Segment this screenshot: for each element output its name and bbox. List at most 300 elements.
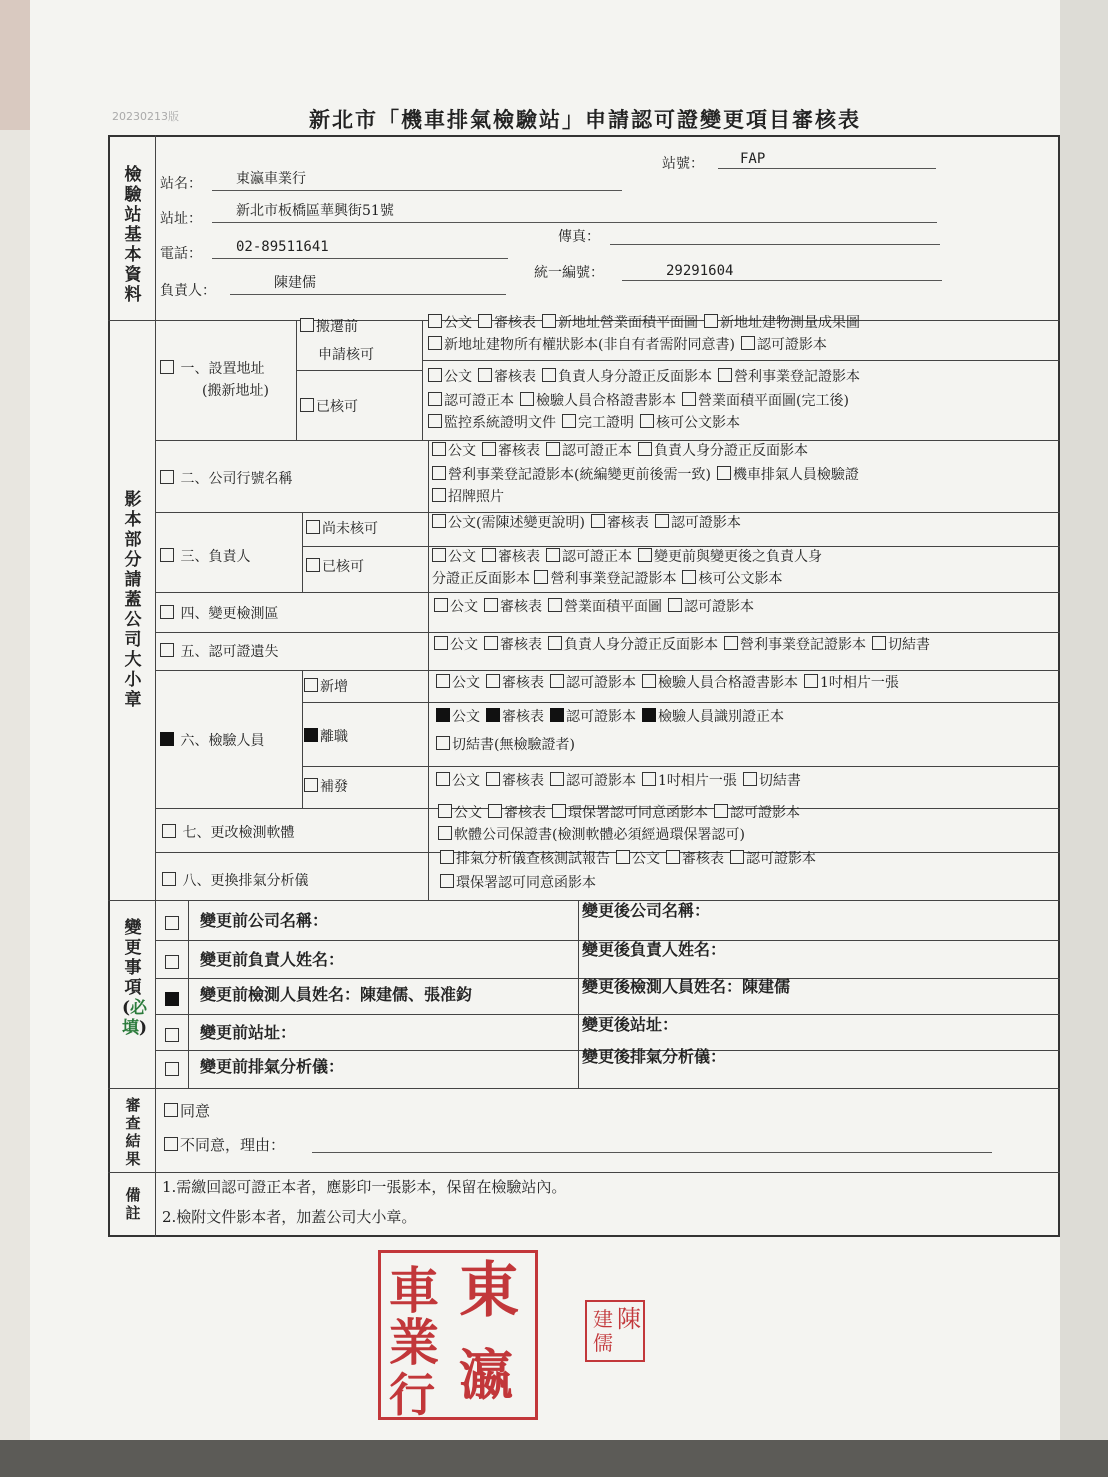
- station-name-value[interactable]: 東瀛車業行: [236, 171, 306, 187]
- section-basic-label: 檢驗站基本資料: [124, 165, 142, 305]
- tax-id-value[interactable]: 29291604: [666, 263, 734, 279]
- change-row-1-after[interactable]: 變更後公司名稱：: [582, 901, 711, 920]
- doc-option[interactable]: [436, 737, 575, 753]
- item7-checkbox[interactable]: [162, 824, 176, 838]
- item3a-docs-1[interactable]: [432, 514, 747, 532]
- item3b-docs-2-list[interactable]: [534, 571, 788, 587]
- doc-checkbox[interactable]: [552, 804, 566, 818]
- doc-label: 審核表: [502, 675, 544, 691]
- company-seal-char-1: 東: [459, 1256, 519, 1326]
- doc-option[interactable]: [436, 773, 480, 789]
- doc-checkbox[interactable]: [432, 514, 446, 528]
- doc-label: 新地址建物測量成果圖: [720, 315, 860, 331]
- doc-option[interactable]: [640, 415, 740, 431]
- change-row-1-before[interactable]: 變更前公司名稱：: [200, 911, 329, 930]
- item7-docs-1[interactable]: [438, 804, 806, 822]
- doc-option[interactable]: [562, 415, 634, 431]
- doc-label: 公文: [444, 369, 472, 385]
- item4-checkbox[interactable]: [160, 605, 174, 619]
- doc-checkbox[interactable]: [548, 598, 562, 612]
- doc-label: 審核表: [494, 369, 536, 385]
- item2-docs-3[interactable]: [432, 488, 510, 506]
- doc-label: 公文: [448, 549, 476, 565]
- doc-option[interactable]: [548, 637, 718, 653]
- doc-option[interactable]: [717, 467, 859, 483]
- background-right: [1060, 0, 1108, 1477]
- item6c-option[interactable]: 補發: [304, 778, 348, 796]
- change-row-5-before[interactable]: 變更前排氣分析儀：: [200, 1057, 345, 1076]
- doc-option[interactable]: [548, 599, 662, 615]
- doc-label: 負責人身分證正反面影本: [654, 443, 808, 459]
- doc-checkbox[interactable]: [550, 708, 564, 722]
- doc-option[interactable]: [428, 369, 472, 385]
- doc-checkbox[interactable]: [550, 772, 564, 786]
- doc-label: 1吋相片一張: [658, 773, 737, 789]
- doc-option[interactable]: [542, 369, 712, 385]
- doc-checkbox[interactable]: [704, 314, 718, 328]
- change-row-4-checkbox-cell[interactable]: [165, 1028, 181, 1046]
- company-seal-char-4: 業: [389, 1313, 439, 1372]
- doc-label: 營利事業登記證影本(統編變更前後需一致): [448, 467, 711, 483]
- doc-checkbox[interactable]: [546, 442, 560, 456]
- station-no-label: 站號：: [662, 156, 704, 172]
- section-review-label: 審查結果: [125, 1096, 141, 1168]
- doc-checkbox[interactable]: [438, 804, 452, 818]
- item3b-docs-2-text: 分證正反面影本: [432, 571, 530, 587]
- section-copies-label: 影本部分請蓋公司大小章: [124, 490, 142, 710]
- doc-checkbox[interactable]: [741, 336, 755, 350]
- doc-option[interactable]: [552, 805, 708, 821]
- doc-option[interactable]: [432, 515, 585, 531]
- doc-checkbox[interactable]: [616, 850, 630, 864]
- doc-label: 完工證明: [578, 415, 634, 431]
- doc-checkbox[interactable]: [428, 414, 442, 428]
- doc-option[interactable]: [638, 443, 808, 459]
- doc-option[interactable]: [718, 369, 860, 385]
- doc-checkbox[interactable]: [724, 636, 738, 650]
- doc-label: 公文: [450, 599, 478, 615]
- doc-label: 招牌照片: [448, 489, 504, 505]
- doc-checkbox[interactable]: [714, 804, 728, 818]
- review-agree[interactable]: 同意: [164, 1102, 210, 1120]
- item7-docs-2[interactable]: [438, 826, 751, 844]
- doc-checkbox[interactable]: [440, 874, 454, 888]
- item6c-docs-1[interactable]: [436, 772, 807, 790]
- doc-label: 公文: [452, 709, 480, 725]
- doc-checkbox[interactable]: [482, 548, 496, 562]
- doc-option[interactable]: [682, 393, 849, 409]
- doc-option[interactable]: [704, 315, 860, 331]
- doc-option[interactable]: [432, 467, 711, 483]
- doc-option[interactable]: [542, 315, 698, 331]
- doc-label: 公文: [444, 315, 472, 331]
- doc-label: 檢驗人員識別證正本: [658, 709, 784, 725]
- doc-label: 認可證影本: [566, 773, 636, 789]
- doc-option[interactable]: [478, 369, 536, 385]
- doc-label: 公文: [450, 637, 478, 653]
- doc-label: 1吋相片一張: [820, 675, 899, 691]
- doc-checkbox[interactable]: [591, 514, 605, 528]
- item1b-checkbox[interactable]: [300, 398, 314, 412]
- doc-checkbox[interactable]: [428, 368, 442, 382]
- doc-label: 公文: [454, 805, 482, 821]
- doc-option[interactable]: [642, 675, 798, 691]
- doc-checkbox[interactable]: [486, 708, 500, 722]
- doc-label: 檢驗人員合格證書影本: [658, 675, 798, 691]
- item1b-option[interactable]: 已核可: [300, 398, 358, 416]
- item1-checkbox[interactable]: [160, 360, 174, 374]
- doc-label: 負責人身分證正反面影本: [558, 369, 712, 385]
- doc-checkbox[interactable]: [478, 314, 492, 328]
- doc-option[interactable]: [714, 805, 800, 821]
- doc-option[interactable]: [546, 443, 632, 459]
- item5-checkbox[interactable]: [160, 643, 174, 657]
- doc-checkbox[interactable]: [484, 598, 498, 612]
- change-row-2-checkbox[interactable]: [165, 955, 179, 969]
- item6-row[interactable]: 六、檢驗人員: [160, 732, 264, 750]
- doc-checkbox[interactable]: [666, 850, 680, 864]
- item1a-label2: 申請核可: [318, 347, 374, 363]
- doc-checkbox[interactable]: [520, 392, 534, 406]
- doc-option[interactable]: [550, 773, 636, 789]
- item2-docs-1[interactable]: [432, 442, 814, 460]
- item6-checkbox[interactable]: [160, 732, 174, 746]
- doc-label: 切結書: [758, 773, 801, 789]
- item6b-docs-1[interactable]: [436, 708, 790, 726]
- doc-checkbox[interactable]: [432, 466, 446, 480]
- item7-row[interactable]: 七、更改檢測軟體: [162, 824, 294, 842]
- doc-option[interactable]: [486, 773, 544, 789]
- change-row-1-checkbox-cell[interactable]: [165, 916, 181, 934]
- section-changes-label: 變更事項(必填): [122, 918, 148, 1038]
- doc-option[interactable]: [666, 851, 724, 867]
- doc-option[interactable]: [546, 549, 632, 565]
- company-seal-char-2: 車: [389, 1261, 439, 1320]
- doc-option[interactable]: [478, 315, 536, 331]
- item1a-docs-1[interactable]: [428, 314, 866, 332]
- doc-option[interactable]: [743, 773, 801, 789]
- doc-label: 認可證影本: [566, 675, 636, 691]
- doc-label: 審核表: [494, 315, 536, 331]
- doc-checkbox[interactable]: [655, 514, 669, 528]
- item1-sub: (搬新地址): [202, 383, 269, 399]
- tax-id-label: 統一編號：: [534, 265, 604, 281]
- doc-option[interactable]: [438, 805, 482, 821]
- change-row-2-after[interactable]: 變更後負責人姓名：: [582, 940, 727, 959]
- doc-label: 審核表: [498, 443, 540, 459]
- doc-checkbox[interactable]: [488, 804, 502, 818]
- doc-option[interactable]: [436, 709, 480, 725]
- item1b-docs-2[interactable]: [428, 392, 855, 410]
- item1b-docs-3[interactable]: [428, 414, 746, 432]
- doc-option[interactable]: [638, 549, 822, 565]
- doc-label: 公文: [452, 773, 480, 789]
- doc-label: 審核表: [500, 599, 542, 615]
- doc-checkbox[interactable]: [642, 708, 656, 722]
- change-row-1-checkbox[interactable]: [165, 916, 179, 930]
- doc-label: 新地址建物所有權狀影本(非自有者需附同意書): [444, 337, 735, 353]
- change-row-3-after[interactable]: 變更後檢測人員姓名：陳建儒: [582, 977, 791, 996]
- doc-checkbox[interactable]: [432, 488, 446, 502]
- item6c-checkbox[interactable]: [304, 778, 318, 792]
- doc-option[interactable]: [482, 549, 540, 565]
- item4-docs-1[interactable]: [434, 598, 760, 616]
- doc-option[interactable]: [484, 599, 542, 615]
- doc-option[interactable]: [591, 515, 649, 531]
- doc-option[interactable]: [682, 571, 782, 587]
- doc-option[interactable]: [730, 851, 816, 867]
- doc-option[interactable]: [432, 489, 504, 505]
- doc-checkbox[interactable]: [438, 826, 452, 840]
- phone-value[interactable]: 02-89511641: [236, 239, 329, 255]
- change-row-3-before[interactable]: 變更前檢測人員姓名：陳建儒、張准鈞: [200, 985, 473, 1004]
- doc-option[interactable]: [668, 599, 754, 615]
- doc-label: 認可證正本: [444, 393, 514, 409]
- change-row-5-checkbox-cell[interactable]: [165, 1062, 181, 1080]
- doc-checkbox[interactable]: [546, 548, 560, 562]
- doc-option[interactable]: [436, 675, 480, 691]
- doc-label: 營利事業登記證影本: [550, 571, 677, 587]
- item4-row[interactable]: 四、變更檢測區: [160, 605, 278, 623]
- doc-option[interactable]: [482, 443, 540, 459]
- doc-checkbox[interactable]: [743, 772, 757, 786]
- doc-label: 環保署認可同意函影本: [568, 805, 708, 821]
- item8-docs-2[interactable]: [440, 874, 602, 892]
- doc-checkbox[interactable]: [436, 708, 450, 722]
- item3b-checkbox[interactable]: [306, 558, 320, 572]
- doc-checkbox[interactable]: [434, 598, 448, 612]
- doc-label: 機車排氣人員檢驗證: [732, 467, 859, 483]
- doc-option[interactable]: [428, 415, 556, 431]
- item5-row[interactable]: 五、認可證遺失: [160, 643, 278, 661]
- item1b-docs-1[interactable]: [428, 368, 866, 386]
- change-row-5-checkbox[interactable]: [165, 1062, 179, 1076]
- fax-label: 傳真：: [558, 229, 600, 245]
- doc-label: 環保署認可同意函影本: [456, 875, 596, 891]
- section-notes-label: 備註: [125, 1186, 141, 1222]
- doc-checkbox[interactable]: [804, 674, 818, 688]
- doc-label: 審核表: [504, 805, 546, 821]
- item3a-checkbox[interactable]: [306, 520, 320, 534]
- doc-checkbox[interactable]: [484, 636, 498, 650]
- item6b-docs-2[interactable]: [436, 736, 581, 754]
- doc-checkbox[interactable]: [548, 636, 562, 650]
- item6b-checkbox[interactable]: [304, 728, 318, 742]
- doc-label: 營業面積平面圖: [564, 599, 662, 615]
- item1a-docs-2[interactable]: [428, 336, 833, 354]
- owner-label: 負責人：: [160, 283, 216, 299]
- note-line-1: 1.需繳回認可證正本者，應影印一張影本，保留在檢驗站內。: [162, 1178, 567, 1196]
- item3a-option[interactable]: 尚未核可: [306, 520, 378, 538]
- doc-option[interactable]: [432, 443, 476, 459]
- item2-checkbox[interactable]: [160, 470, 174, 484]
- doc-option[interactable]: [724, 637, 866, 653]
- doc-checkbox[interactable]: [718, 368, 732, 382]
- item3b-docs-1[interactable]: [432, 548, 828, 566]
- item3b-docs-2[interactable]: [432, 570, 788, 588]
- item1a-option[interactable]: 搬遷前: [300, 318, 358, 336]
- doc-label: 認可證影本: [730, 805, 800, 821]
- doc-label: 切結書(無檢驗證者): [452, 737, 575, 753]
- doc-option[interactable]: [534, 571, 676, 587]
- item1-row[interactable]: 一、設置地址: [160, 360, 264, 378]
- item6b-option[interactable]: 離職: [304, 728, 348, 746]
- doc-option[interactable]: [484, 637, 542, 653]
- station-name-label: 站名：: [160, 176, 202, 192]
- doc-option[interactable]: [432, 549, 476, 565]
- doc-label: 審核表: [606, 515, 649, 531]
- doc-checkbox[interactable]: [638, 548, 652, 562]
- item6a-option[interactable]: 新增: [304, 678, 348, 696]
- doc-option[interactable]: [440, 875, 596, 891]
- doc-checkbox[interactable]: [717, 466, 731, 480]
- doc-option[interactable]: [616, 851, 660, 867]
- doc-option[interactable]: [804, 675, 899, 691]
- doc-checkbox[interactable]: [638, 442, 652, 456]
- doc-option[interactable]: [550, 675, 636, 691]
- doc-label: 營利事業登記證影本: [740, 637, 866, 653]
- doc-checkbox[interactable]: [550, 674, 564, 688]
- doc-label: 審核表: [498, 549, 540, 565]
- owner-value[interactable]: 陳建儒: [274, 275, 316, 291]
- item3-checkbox[interactable]: [160, 548, 174, 562]
- doc-checkbox[interactable]: [434, 636, 448, 650]
- background-table: [0, 1440, 1108, 1477]
- doc-option[interactable]: [488, 805, 546, 821]
- review-disagree[interactable]: 不同意，理由：: [164, 1136, 285, 1154]
- doc-checkbox[interactable]: [436, 674, 450, 688]
- doc-checkbox[interactable]: [668, 598, 682, 612]
- person-seal-char-2: 建: [593, 1307, 613, 1331]
- doc-option[interactable]: [872, 637, 930, 653]
- doc-checkbox[interactable]: [562, 414, 576, 428]
- doc-option[interactable]: [486, 709, 544, 725]
- change-row-5-after[interactable]: 變更後排氣分析儀：: [582, 1047, 727, 1066]
- company-seal-char-3: 瀛: [459, 1343, 513, 1407]
- doc-checkbox[interactable]: [486, 674, 500, 688]
- doc-label: 負責人身分證正反面影本: [564, 637, 718, 653]
- doc-label: 變更前與變更後之負責人身: [654, 549, 822, 565]
- review-disagree-checkbox[interactable]: [164, 1137, 178, 1151]
- doc-label: 排氣分析儀查核測試報告: [456, 851, 610, 867]
- item8-checkbox[interactable]: [162, 872, 176, 886]
- form-title: 新北市「機車排氣檢驗站」申請認可證變更項目審核表: [309, 107, 861, 132]
- address-value[interactable]: 新北市板橋區華興街51號: [236, 203, 394, 219]
- doc-label: 切結書: [888, 637, 930, 653]
- doc-option[interactable]: [428, 337, 735, 353]
- doc-label: 公文: [452, 675, 480, 691]
- doc-checkbox[interactable]: [682, 570, 696, 584]
- doc-checkbox[interactable]: [428, 314, 442, 328]
- item1a-checkbox[interactable]: [300, 318, 314, 332]
- doc-option[interactable]: [428, 393, 514, 409]
- doc-label: 審核表: [502, 709, 544, 725]
- item6a-checkbox[interactable]: [304, 678, 318, 692]
- person-seal-char-1: 陳: [617, 1305, 641, 1333]
- note-line-2: 2.檢附文件影本者，加蓋公司大小章。: [162, 1208, 417, 1226]
- change-row-2-before[interactable]: 變更前負責人姓名：: [200, 950, 345, 969]
- doc-checkbox[interactable]: [478, 368, 492, 382]
- doc-checkbox[interactable]: [542, 314, 556, 328]
- item8-row[interactable]: 八、更換排氣分析儀: [162, 872, 308, 890]
- doc-option[interactable]: [434, 599, 478, 615]
- doc-checkbox[interactable]: [482, 442, 496, 456]
- phone-label: 電話：: [160, 246, 202, 262]
- change-row-4-before[interactable]: 變更前站址：: [200, 1023, 297, 1042]
- item6a-docs-1[interactable]: [436, 674, 905, 692]
- doc-checkbox[interactable]: [428, 336, 442, 350]
- review-reason-line[interactable]: [312, 1152, 992, 1153]
- doc-label: 營業面積平面圖(完工後): [698, 393, 849, 409]
- doc-checkbox[interactable]: [432, 548, 446, 562]
- doc-option[interactable]: [741, 337, 827, 353]
- doc-checkbox[interactable]: [440, 850, 454, 864]
- doc-option[interactable]: [520, 393, 676, 409]
- doc-checkbox[interactable]: [432, 442, 446, 456]
- doc-checkbox[interactable]: [730, 850, 744, 864]
- address-label: 站址：: [160, 211, 202, 227]
- change-row-4-checkbox[interactable]: [165, 1028, 179, 1042]
- change-row-2-checkbox-cell[interactable]: [165, 955, 181, 973]
- doc-label: 營利事業登記證影本: [734, 369, 860, 385]
- doc-checkbox[interactable]: [534, 570, 548, 584]
- item2-docs-2[interactable]: [432, 466, 865, 484]
- doc-option[interactable]: [655, 515, 741, 531]
- item2-row[interactable]: 二、公司行號名稱: [160, 470, 292, 488]
- change-row-3-checkbox-cell[interactable]: [165, 992, 181, 1010]
- doc-checkbox[interactable]: [428, 392, 442, 406]
- form-version: 20230213版: [112, 110, 179, 123]
- doc-option[interactable]: [642, 709, 784, 725]
- doc-option[interactable]: [440, 851, 610, 867]
- doc-label: 審核表: [502, 773, 544, 789]
- doc-checkbox[interactable]: [642, 674, 656, 688]
- doc-option[interactable]: [438, 827, 745, 843]
- doc-option[interactable]: [428, 315, 472, 331]
- doc-label: 認可證影本: [566, 709, 636, 725]
- item8-docs-1[interactable]: [440, 850, 822, 868]
- review-agree-checkbox[interactable]: [164, 1103, 178, 1117]
- doc-checkbox[interactable]: [436, 772, 450, 786]
- doc-checkbox[interactable]: [872, 636, 886, 650]
- doc-checkbox[interactable]: [682, 392, 696, 406]
- doc-option[interactable]: [434, 637, 478, 653]
- change-row-3-checkbox[interactable]: [165, 992, 179, 1006]
- doc-checkbox[interactable]: [436, 736, 450, 750]
- doc-option[interactable]: [550, 709, 636, 725]
- doc-label: 新地址營業面積平面圖: [558, 315, 698, 331]
- item5-docs-1[interactable]: [434, 636, 936, 654]
- doc-checkbox[interactable]: [486, 772, 500, 786]
- doc-label: 認可證正本: [562, 443, 632, 459]
- doc-checkbox[interactable]: [642, 772, 656, 786]
- person-seal: [585, 1300, 645, 1362]
- item3-row[interactable]: 三、負責人: [160, 548, 250, 566]
- doc-label: 認可證影本: [670, 515, 741, 531]
- item3b-option[interactable]: 已核可: [306, 558, 364, 576]
- doc-label: 認可證影本: [756, 337, 827, 353]
- doc-checkbox[interactable]: [542, 368, 556, 382]
- doc-checkbox[interactable]: [640, 414, 654, 428]
- company-seal: [378, 1250, 538, 1420]
- doc-label: 審核表: [682, 851, 724, 867]
- doc-option[interactable]: [642, 773, 737, 789]
- change-row-4-after[interactable]: 變更後站址：: [582, 1015, 679, 1034]
- doc-label: 認可證影本: [684, 599, 754, 615]
- doc-label: 認可證影本: [746, 851, 816, 867]
- doc-option[interactable]: [486, 675, 544, 691]
- station-no-value[interactable]: FAP: [740, 151, 766, 167]
